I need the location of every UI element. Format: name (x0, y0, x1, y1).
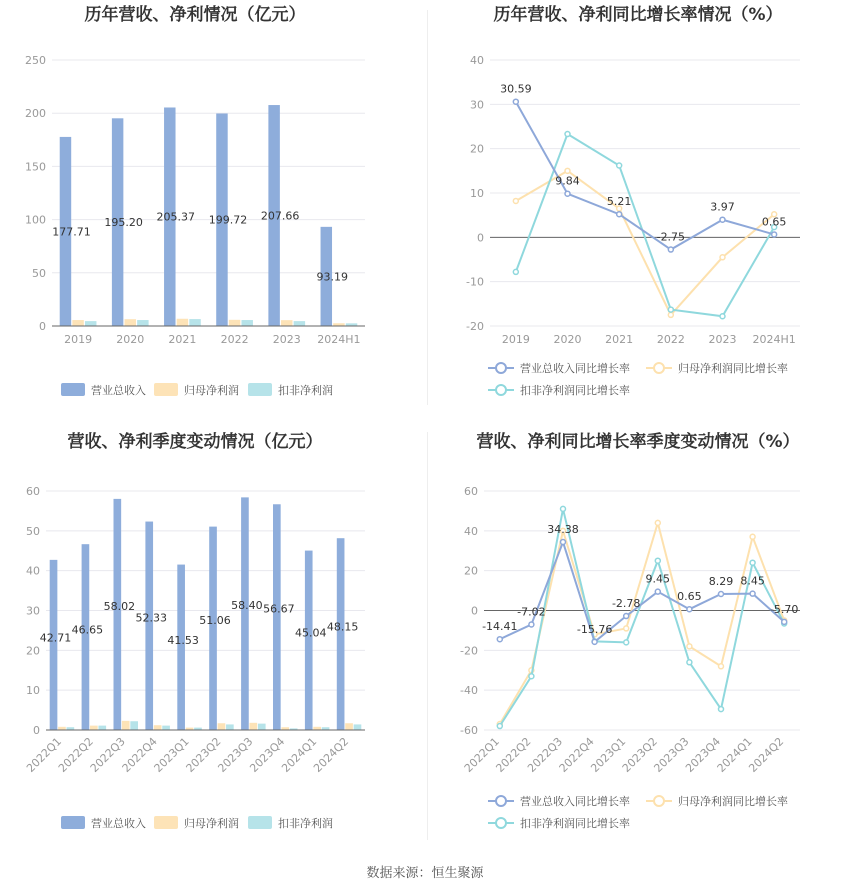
x-tick-label: 2024Q1 (714, 734, 755, 775)
chart-title: 历年营收、净利同比增长率情况（%） (493, 5, 783, 25)
bar-deducted-profit (241, 320, 252, 326)
legend-swatch (154, 383, 178, 396)
bar-revenue (50, 560, 58, 730)
data-label: 52.33 (135, 611, 167, 625)
data-point (782, 619, 787, 624)
data-point (719, 664, 724, 669)
data-label: -2.75 (656, 230, 686, 244)
x-tick-label: 2023 (708, 333, 737, 346)
data-label: 8.29 (708, 574, 734, 588)
x-tick-label: 2022 (220, 333, 249, 346)
bar-net-profit (250, 723, 258, 730)
data-label: 51.06 (199, 614, 231, 628)
data-point (668, 307, 673, 312)
bar-revenue (273, 504, 281, 730)
data-point (720, 255, 725, 260)
bar-revenue (337, 538, 345, 730)
y-tick-label: 20 (26, 644, 40, 658)
annual-revenue-profit-chart (0, 0, 425, 410)
data-label: 58.40 (231, 599, 263, 613)
data-label: 199.72 (208, 213, 248, 227)
y-tick-label: 50 (32, 266, 46, 280)
data-label: 5.21 (606, 195, 632, 209)
bar-deducted-profit (98, 726, 106, 730)
annual-growth-rate-svg (428, 0, 850, 410)
x-tick-label: 2021 (605, 333, 634, 346)
data-point (772, 232, 777, 237)
data-label: 30.59 (500, 82, 532, 96)
y-tick-label: 40 (26, 564, 40, 578)
x-tick-label: 2022Q4 (556, 734, 597, 775)
legend-label: 扣非净利润 (278, 817, 333, 830)
data-point (565, 168, 570, 173)
data-label: 45.04 (294, 626, 327, 640)
data-label: 93.19 (316, 270, 349, 284)
bar-net-profit (281, 320, 292, 326)
data-point (687, 660, 692, 665)
x-tick-label: 2022Q1 (461, 734, 502, 775)
x-tick-label: 2024H1 (752, 333, 796, 346)
bar-deducted-profit (258, 724, 266, 730)
y-tick-label: 30 (470, 98, 484, 112)
data-point (565, 191, 570, 196)
legend-marker (496, 385, 506, 395)
bar-revenue (241, 497, 249, 730)
data-label: 48.15 (326, 620, 359, 634)
x-tick-label: 2022 (656, 333, 685, 346)
x-tick-label: 2023Q4 (247, 734, 288, 775)
bar-net-profit (122, 721, 130, 730)
bar-revenue (209, 527, 217, 730)
bar-deducted-profit (226, 724, 234, 730)
y-tick-label: 20 (464, 564, 478, 578)
y-tick-label: 0 (477, 231, 484, 245)
x-tick-label: 2023Q2 (619, 734, 660, 775)
data-point (617, 163, 622, 168)
bar-net-profit (154, 725, 162, 730)
bar-deducted-profit (354, 724, 362, 730)
data-label: 9.45 (645, 572, 671, 586)
legend-label: 营业总收入同比增长率 (520, 795, 630, 808)
x-tick-label: 2023Q1 (151, 734, 192, 775)
x-tick-label: 2023Q2 (183, 734, 224, 775)
y-tick-label: 40 (464, 524, 478, 538)
legend-label: 归母净利润同比增长率 (678, 795, 788, 808)
bar-net-profit (177, 319, 188, 326)
data-point (565, 132, 570, 137)
legend-label: 归母净利润 (184, 384, 239, 397)
data-label: 41.53 (167, 633, 199, 647)
quarterly-revenue-profit-chart (0, 425, 425, 845)
y-tick-label: 60 (26, 485, 40, 498)
data-point (513, 198, 518, 203)
data-point (529, 674, 534, 679)
bar-deducted-profit (130, 721, 138, 730)
legend-swatch (248, 816, 272, 829)
legend-label: 归母净利润同比增长率 (678, 362, 788, 375)
y-tick-label: -60 (460, 724, 478, 737)
y-tick-label: -40 (460, 684, 478, 698)
bar-revenue (305, 551, 313, 730)
data-point (750, 560, 755, 565)
bar-revenue (177, 565, 185, 730)
y-tick-label: 0 (33, 724, 40, 737)
data-label: 0.65 (761, 215, 787, 229)
legend-label: 营业总收入 (91, 384, 146, 397)
x-tick-label: 2024Q2 (311, 734, 352, 775)
data-point (719, 591, 724, 596)
y-tick-label: 0 (39, 320, 46, 333)
x-tick-label: 2020 (116, 333, 145, 346)
bar-deducted-profit (189, 319, 200, 326)
series-line (500, 542, 784, 642)
y-tick-label: 20 (470, 142, 484, 156)
data-label: 3.97 (710, 200, 735, 214)
x-tick-label: 2023Q4 (683, 734, 724, 775)
x-tick-label: 2023 (272, 333, 301, 346)
x-tick-label: 2022Q2 (493, 734, 534, 775)
legend-marker (496, 818, 506, 828)
legend-marker (654, 363, 664, 373)
legend-swatch (248, 383, 272, 396)
bar-revenue (82, 544, 90, 730)
y-tick-label: 0 (471, 604, 478, 618)
bar-revenue (114, 499, 122, 730)
bar-net-profit (125, 319, 136, 326)
x-tick-label: 2023Q3 (651, 734, 692, 775)
x-tick-label: 2024Q1 (279, 734, 320, 775)
legend-marker (496, 796, 506, 806)
data-label: 195.20 (104, 216, 143, 230)
data-label: -15.76 (576, 622, 613, 636)
data-point (624, 626, 629, 631)
data-point (624, 640, 629, 645)
quarterly-growth-rate-chart (428, 425, 850, 845)
chart-title: 营收、净利同比增长率季度变动情况（%） (476, 432, 800, 452)
data-label: 0.65 (677, 590, 702, 604)
x-tick-label: 2021 (168, 333, 197, 346)
bar-revenue (145, 522, 153, 730)
data-point (624, 614, 629, 619)
legend-marker (496, 363, 506, 373)
data-label: 42.71 (39, 631, 72, 645)
y-tick-label: -20 (460, 644, 478, 658)
data-point (668, 312, 673, 317)
quarterly-growth-rate-svg (428, 425, 850, 845)
x-tick-label: 2020 (553, 333, 582, 346)
series-line (500, 523, 784, 724)
x-tick-label: 2022Q2 (55, 734, 96, 775)
legend-label: 归母净利润 (184, 817, 239, 830)
y-tick-label: 60 (464, 485, 478, 498)
data-point (655, 589, 660, 594)
x-tick-label: 2022Q4 (119, 734, 160, 775)
data-point (655, 520, 660, 525)
data-label: -14.41 (482, 620, 518, 634)
data-point (561, 506, 566, 511)
data-label: -5.70 (769, 602, 799, 616)
data-point (617, 212, 622, 217)
data-point (513, 269, 518, 274)
data-point (720, 314, 725, 319)
y-tick-label: 50 (26, 524, 40, 538)
data-point (497, 637, 502, 642)
y-tick-label: 100 (25, 213, 46, 227)
data-point (655, 558, 660, 563)
y-tick-label: 40 (470, 54, 484, 67)
bar-net-profit (72, 320, 83, 326)
data-point (750, 534, 755, 539)
data-label: 58.02 (103, 599, 136, 613)
bar-deducted-profit (294, 321, 305, 326)
legend-swatch (61, 383, 85, 396)
data-label: -2.78 (611, 597, 641, 611)
x-tick-label: 2023Q3 (215, 734, 256, 775)
data-label: 8.45 (740, 574, 765, 588)
annual-growth-rate-chart (428, 0, 850, 410)
data-label: 46.65 (71, 623, 104, 637)
data-point (529, 622, 534, 627)
y-tick-label: -10 (466, 275, 484, 289)
y-tick-label: 10 (470, 187, 484, 200)
x-tick-label: 2019 (501, 333, 530, 346)
x-tick-label: 2022Q3 (87, 734, 128, 775)
bar-net-profit (229, 320, 240, 326)
y-tick-label: 250 (25, 54, 46, 67)
data-point (750, 591, 755, 596)
y-tick-label: 150 (25, 160, 46, 174)
bar-net-profit (345, 723, 353, 730)
data-label: 56.67 (263, 602, 295, 616)
chart-title: 营收、净利季度变动情况（亿元） (67, 432, 323, 452)
x-tick-label: 2019 (64, 333, 93, 346)
legend-label: 扣非净利润 (278, 384, 333, 397)
bar-deducted-profit (137, 320, 148, 326)
data-point (513, 99, 518, 104)
data-point (687, 607, 692, 612)
data-point (668, 247, 673, 252)
data-label: 177.71 (52, 225, 91, 239)
y-tick-label: 10 (26, 684, 40, 698)
data-point (719, 707, 724, 712)
data-label: 34.38 (547, 523, 579, 537)
bar-deducted-profit (162, 726, 170, 730)
y-tick-label: 200 (25, 107, 46, 121)
data-label: 9.84 (555, 174, 580, 188)
data-point (720, 217, 725, 222)
legend-label: 扣非净利润同比增长率 (520, 817, 630, 830)
x-tick-label: 2024Q2 (746, 734, 787, 775)
bar-deducted-profit (85, 321, 96, 326)
x-tick-label: 2022Q3 (525, 734, 566, 775)
bar-net-profit (90, 726, 98, 730)
y-tick-label: -20 (466, 320, 484, 333)
quarterly-revenue-profit-svg (0, 425, 425, 845)
data-point (687, 644, 692, 649)
annual-revenue-profit-svg (0, 0, 425, 410)
data-point (561, 540, 566, 545)
legend-swatch (61, 816, 85, 829)
x-tick-label: 2022Q1 (24, 734, 65, 775)
data-label: 205.37 (156, 210, 196, 224)
legend-label: 营业总收入同比增长率 (520, 362, 630, 375)
chart-title: 历年营收、净利情况（亿元） (84, 5, 306, 25)
x-tick-label: 2024H1 (317, 333, 361, 346)
data-source-note: 数据来源：恒生聚源 (366, 866, 484, 881)
bar-net-profit (218, 723, 226, 730)
x-tick-label: 2023Q1 (588, 734, 629, 775)
legend-swatch (154, 816, 178, 829)
data-label: -7.02 (517, 605, 546, 619)
y-tick-label: 30 (26, 604, 40, 618)
data-point (592, 639, 597, 644)
data-label: 207.66 (260, 209, 300, 223)
series-line (516, 134, 774, 316)
data-point (497, 724, 502, 729)
legend-label: 扣非净利润同比增长率 (520, 384, 630, 397)
legend-label: 营业总收入 (91, 817, 146, 830)
legend-marker (654, 796, 664, 806)
